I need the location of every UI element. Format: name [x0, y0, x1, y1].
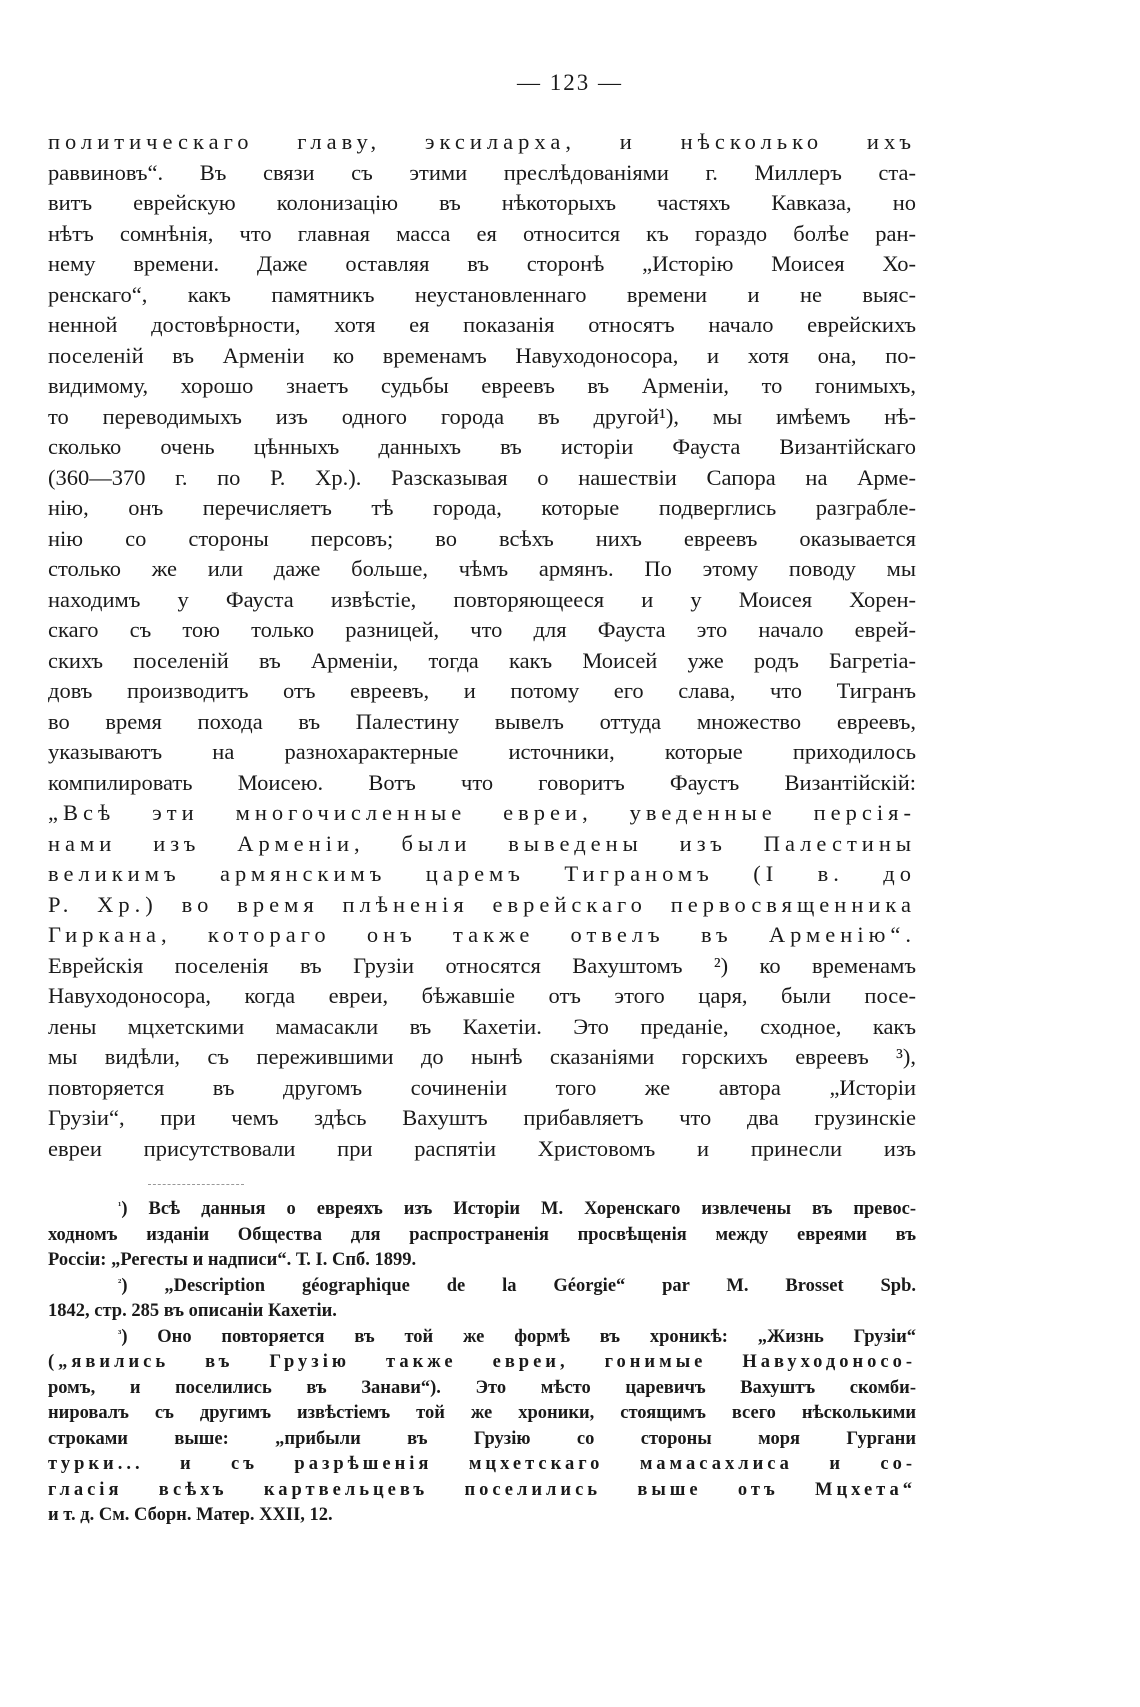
- text-line: нѣтъ сомнѣнiя, что главная масса ея относится къ гораздо болѣе ран-: [48, 220, 916, 246]
- text-line: скихъ поселенiй въ Арменiи, тогда какъ Моисей уже родъ Багретiа-: [48, 647, 916, 673]
- text-line: довъ производитъ отъ евреевъ, и потому его слава, что Тигранъ: [48, 678, 916, 703]
- footnote-line: $^{^2}$) „Description géographique de la Géorgie“ par M. Brosset Spb.: [118, 1275, 916, 1296]
- footnote-separator: [148, 1184, 244, 1185]
- text-line: компилировать Моисею. Вотъ что говоритъ Фаустъ Византiйскiй:: [48, 769, 916, 795]
- text-line: „Всѣ эти многочисленные евреи, уведенные персія-: [48, 800, 916, 825]
- footnote-line: гласiя всѣхъ картвельцевъ поселились выше отъ Мцхета“: [48, 1479, 916, 1500]
- text-line: раввиновъ“. Въ связи съ этими преслѣдованiями г. Миллеръ ста-: [48, 159, 916, 185]
- footnote-line: и т. д. См. Сборн. Матер. XXII, 12.: [48, 1505, 333, 1525]
- footnote-line: $^{^1}$) Всѣ данныя о евреяхъ изъ Исторiи М. Хоренскаго извлечены въ превос-: [118, 1199, 916, 1219]
- text-line: витъ еврейскую колонизацiю въ нѣкоторыхъ частяхъ Кавказа, но: [48, 190, 916, 215]
- text-line: то переводимыхъ изъ одного города въ другой¹), мы имѣемъ нѣ-: [48, 403, 916, 429]
- footnote-line: строками выше: „прибыли въ Грузiю со стороны моря Гургани: [48, 1428, 916, 1449]
- footnote-text: Оно повторяется въ той же формѣ въ хроникѣ: „Жизнь Грузiи“: [157, 1326, 916, 1347]
- footnote-marker: ²: [118, 1276, 122, 1289]
- footnote-line: ромъ, и поселились въ Занави“). Это мѣсто царевичъ Вахуштъ скомби-: [48, 1377, 916, 1398]
- text-line: видимому, хорошо знаетъ судьбы евреевъ въ Арменiи, то гонимыхъ,: [48, 373, 916, 398]
- footnote-line: („явились въ Грузiю также евреи, гонимые Навуходоносо-: [48, 1352, 916, 1372]
- text-line: скаго съ тою только разницей, что для Фауста это начало еврей-: [48, 617, 916, 642]
- text-line: нiю, онъ перечисляетъ тѣ города, которые подверглись разграбле-: [48, 495, 916, 520]
- footnote-line: нировалъ съ другимъ извѣстiемъ той же хроники, стоящимъ всего нѣсколькими: [48, 1403, 916, 1423]
- text-line: повторяется въ другомъ сочиненiи того же автора „Исторiи: [48, 1074, 916, 1100]
- text-line: Грузiи“, при чемъ здѣсь Вахуштъ прибавляетъ что два грузинскiе: [48, 1105, 916, 1130]
- text-line: Гиркана, котораго онъ также отвелъ въ Арменію“.: [48, 922, 916, 947]
- text-line: находимъ у Фауста извѣстiе, повторяющееся и у Моисея Хорен-: [48, 586, 916, 612]
- text-line: нiю со стороны персовъ; во всѣхъ нихъ евреевъ оказывается: [48, 525, 916, 551]
- text-line: лены мцхетскими мамасакли въ Кахетiи. Это преданiе, сходное, какъ: [48, 1013, 916, 1039]
- footnotes: [48, 1197, 916, 1529]
- text-line: указываютъ на разнохарактерные источники, которые приходилось: [48, 739, 916, 764]
- text-line: во время похода въ Палестину вывелъ оттуда множество евреевъ,: [48, 708, 916, 734]
- text-line: ренскаго“, какъ памятникъ неустановленнаго времени и не выяс-: [48, 281, 916, 307]
- footnote-line: $^{^3}$) Оно повторяется въ той же формѣ въ хроникѣ: „Жизнь Грузiи“: [118, 1326, 916, 1347]
- footnote-line: 1842, стр. 285 въ описанiи Кахетiи.: [48, 1301, 337, 1321]
- text-line: Навуходоносора, когда евреи, бѣжавшiе отъ этого царя, были посе-: [48, 983, 916, 1008]
- footnote-text: „Description géographique de la Géorgie“ par M. Brosset Spb.: [164, 1275, 916, 1296]
- footnote-line: турки... и съ разрѣшенiя мцхетскаго мамасахлиса и со-: [48, 1454, 916, 1474]
- text-line: столько же или даже больше, чѣмъ армянъ. По этому поводу мы: [48, 556, 916, 581]
- text-line: евреи присутствовали при распятiи Христовомъ и принесли изъ: [48, 1135, 916, 1161]
- page-number: — 123 —: [517, 70, 623, 95]
- footnote-text: Всѣ данныя о евреяхъ изъ Исторiи М. Хоренскаго извлечены въ превос-: [148, 1199, 916, 1219]
- text-line: (360—370 г. по Р. Хр.). Разсказывая о нашествiи Сапора на Арме-: [48, 464, 916, 490]
- text-line: сколько очень цѣнныхъ данныхъ въ исторiи Фауста Византiйскаго: [48, 434, 916, 459]
- text-line: поселенiй въ Арменiи ко временамъ Навуходоносора, и хотя она, по-: [48, 342, 916, 368]
- footnote-marker: ³: [118, 1327, 122, 1340]
- main-text: [48, 127, 916, 1164]
- footnote-line: ходномъ изданiи Общества для распространенiя просвѣщенiя между евреями въ: [48, 1224, 916, 1245]
- text-line: нами изъ Арменіи, были выведены изъ Палестины: [48, 830, 916, 856]
- text-line: Р. Хр.) во время плѣненія еврейскаго первосвященника: [48, 891, 916, 917]
- text-line: Еврейскiя поселенiя въ Грузiи относятся Вахуштомъ ²) ко временамъ: [48, 952, 916, 978]
- footnote-marker: ¹: [118, 1200, 122, 1213]
- text-line: ненной достовѣрности, хотя ея показанiя относятъ начало еврейскихъ: [48, 312, 916, 337]
- text-line: великимъ армянскимъ царемъ Тиграномъ (I в. до: [48, 861, 916, 886]
- text-line: мы видѣли, съ пережившими до нынѣ сказанiями горскихъ евреевъ ³),: [48, 1044, 916, 1069]
- text-line: политическаго главу, эксиларха, и нѣсколько ихъ: [48, 129, 916, 154]
- text-line: нему времени. Даже оставляя въ сторонѣ „Исторiю Моисея Хо-: [48, 251, 916, 276]
- footnote-line: Россiи: „Регесты и надписи“. Т. I. Спб. 1899.: [48, 1250, 417, 1270]
